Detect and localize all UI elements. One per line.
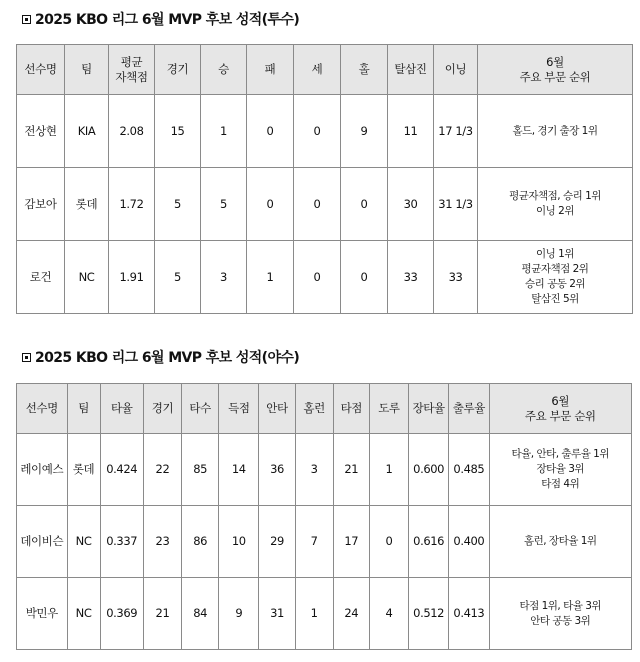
ranking-summary-cell [478, 95, 633, 168]
column-header [259, 384, 295, 434]
column-header-label: 자책점 [115, 69, 148, 84]
column-header [155, 45, 201, 95]
column-header-label: 세 [311, 62, 323, 76]
stat-cell: 0.424 [100, 434, 143, 506]
column-header-label: 출루율 [452, 401, 485, 415]
table-row [17, 241, 633, 314]
stat-cell: 22 [143, 434, 181, 506]
stat-cell: 24 [333, 578, 369, 650]
ranking-line: 이닝 1위 [536, 248, 574, 260]
column-header-label: 타율 [111, 401, 133, 415]
stat-cell: 1.72 [109, 168, 155, 241]
column-header-label: 경기 [151, 401, 174, 415]
stat-cell: 31 [259, 578, 295, 650]
column-header-label: 팀 [78, 401, 89, 415]
stat-cell: 84 [182, 578, 219, 650]
column-header [449, 384, 489, 434]
column-header [409, 384, 449, 434]
stat-cell: 3 [201, 241, 247, 314]
stat-cell: 23 [143, 506, 181, 578]
batter-header-row [17, 384, 632, 434]
stat-cell: 1 [295, 578, 333, 650]
pitcher-stats-table [16, 44, 633, 314]
column-header-label: 장타율 [412, 401, 445, 415]
stat-cell: 0.400 [449, 506, 489, 578]
column-header-label: 이닝 [444, 62, 467, 76]
batter-section-title [22, 347, 299, 367]
stat-cell: 9 [341, 95, 388, 168]
pitcher-title-text: 2025 KBO 리그 6월 MVP 후보 성적(투수) [35, 12, 300, 28]
column-header-label: 안타 [266, 401, 288, 415]
stat-cell: 21 [333, 434, 369, 506]
ranking-line: 장타율 3위 [536, 463, 585, 475]
stat-cell: 10 [219, 506, 259, 578]
stat-cell: 0 [341, 168, 388, 241]
stat-cell: 3 [295, 434, 333, 506]
ranking-summary-cell [478, 241, 633, 314]
table-row [17, 95, 633, 168]
ranking-line: 타점 4위 [541, 478, 580, 490]
table-row [17, 168, 633, 241]
stat-cell: 0.616 [409, 506, 449, 578]
column-header [388, 45, 434, 95]
column-header-label: 도루 [378, 401, 400, 415]
table-row [17, 434, 632, 506]
column-header-label: 홀 [358, 62, 370, 76]
player-name-cell: 레이예스 [17, 434, 68, 506]
stat-cell: 1.91 [109, 241, 155, 314]
ranking-line: 탈삼진 5위 [531, 293, 579, 305]
player-name-cell: 박민우 [17, 578, 68, 650]
stat-cell: NC [67, 506, 100, 578]
column-header [369, 384, 408, 434]
ranking-line: 이닝 2위 [536, 205, 574, 217]
column-header-label: 선수명 [25, 401, 58, 415]
ranking-line: 홈런, 장타율 1위 [523, 535, 597, 547]
pitcher-header-row [17, 45, 633, 95]
column-header [333, 384, 369, 434]
column-header-label: 타수 [189, 401, 211, 415]
column-header [341, 45, 388, 95]
ranking-line: 홀드, 경기 출장 1위 [512, 124, 598, 137]
stat-cell: 0.337 [100, 506, 143, 578]
ranking-line: 타율, 안타, 출루율 1위 [511, 448, 609, 460]
stat-cell: 85 [182, 434, 219, 506]
table-row [17, 578, 632, 650]
stat-cell: 롯데 [67, 434, 100, 506]
stat-cell: 33 [434, 241, 478, 314]
column-header-label: 경기 [166, 62, 189, 76]
stat-cell: 17 [333, 506, 369, 578]
column-header [478, 45, 633, 95]
stat-cell: 14 [219, 434, 259, 506]
column-header-label: 승 [218, 62, 229, 76]
stat-cell: 33 [388, 241, 434, 314]
column-header-label: 탈삼진 [394, 62, 427, 76]
stat-cell: 5 [201, 168, 247, 241]
table-row [17, 506, 632, 578]
column-header-label: 주요 부문 순위 [524, 408, 596, 423]
stat-cell: 0 [341, 241, 388, 314]
column-header [434, 45, 478, 95]
stat-cell: 0.413 [449, 578, 489, 650]
ranking-line: 평균자책점, 승리 1위 [509, 190, 601, 202]
batter-title-text: 2025 KBO 리그 6월 MVP 후보 성적(야수) [35, 350, 300, 366]
column-header [295, 384, 333, 434]
column-header [143, 384, 181, 434]
stat-cell: 1 [369, 434, 408, 506]
ranking-summary-cell [489, 578, 632, 650]
player-name-cell: 감보아 [17, 168, 65, 241]
stat-cell: 36 [259, 434, 295, 506]
ranking-summary-cell [478, 168, 633, 241]
stat-cell: 2.08 [109, 95, 155, 168]
column-header [65, 45, 109, 95]
column-header [17, 384, 68, 434]
column-header [247, 45, 294, 95]
stat-cell: 86 [182, 506, 219, 578]
stat-cell: 0.512 [409, 578, 449, 650]
column-header [100, 384, 143, 434]
column-header-label: 득점 [228, 401, 250, 415]
ranking-summary-cell [489, 506, 632, 578]
column-header-label: 선수명 [24, 62, 57, 76]
stat-cell: 0.369 [100, 578, 143, 650]
column-header [182, 384, 219, 434]
ranking-line: 안타 공동 3위 [530, 614, 591, 627]
stat-cell: 4 [369, 578, 408, 650]
pitcher-section-title [22, 9, 299, 29]
ranking-line: 평균자책점 2위 [521, 263, 589, 275]
player-name-cell: 전상현 [17, 95, 65, 168]
stat-cell: 0 [369, 506, 408, 578]
stat-cell: 31 1/3 [434, 168, 478, 241]
column-header [489, 384, 632, 434]
stat-cell: 9 [219, 578, 259, 650]
stat-cell: 롯데 [65, 168, 109, 241]
column-header-label: 주요 부문 순위 [519, 69, 591, 84]
stat-cell: NC [65, 241, 109, 314]
stat-cell: KIA [65, 95, 109, 168]
ranking-line: 승리 공동 2위 [524, 278, 586, 290]
stat-cell: 0.485 [449, 434, 489, 506]
player-name-cell: 로건 [17, 241, 65, 314]
ranking-line: 타점 1위, 타율 3위 [519, 599, 602, 612]
ranking-summary-cell [489, 434, 632, 506]
stat-cell: 15 [155, 95, 201, 168]
stat-cell: 1 [201, 95, 247, 168]
column-header-label: 6월 [546, 54, 564, 69]
stat-cell: 0.600 [409, 434, 449, 506]
stat-cell: 29 [259, 506, 295, 578]
column-header [17, 45, 65, 95]
stat-cell: 5 [155, 241, 201, 314]
stat-cell: 1 [247, 241, 294, 314]
column-header [109, 45, 155, 95]
column-header-label: 타점 [340, 401, 362, 415]
stat-cell: 21 [143, 578, 181, 650]
stat-cell: 30 [388, 168, 434, 241]
player-name-cell: 데이비슨 [17, 506, 68, 578]
stat-cell: NC [67, 578, 100, 650]
square-bullet-icon [22, 353, 31, 362]
column-header-label: 6월 [551, 393, 570, 408]
column-header-label: 홈런 [303, 401, 325, 415]
column-header [294, 45, 341, 95]
column-header [67, 384, 100, 434]
stat-cell: 7 [295, 506, 333, 578]
stat-cell: 17 1/3 [434, 95, 478, 168]
stat-cell: 0 [294, 168, 341, 241]
column-header-label: 평균 [120, 54, 143, 69]
stat-cell: 11 [388, 95, 434, 168]
stat-cell: 5 [155, 168, 201, 241]
stat-cell: 0 [247, 168, 294, 241]
column-header-label: 팀 [81, 62, 92, 76]
square-bullet-icon [22, 15, 31, 24]
stat-cell: 0 [294, 241, 341, 314]
column-header-label: 패 [264, 62, 276, 76]
column-header [219, 384, 259, 434]
stat-cell: 0 [294, 95, 341, 168]
batter-stats-table [16, 383, 632, 650]
column-header [201, 45, 247, 95]
stat-cell: 0 [247, 95, 294, 168]
